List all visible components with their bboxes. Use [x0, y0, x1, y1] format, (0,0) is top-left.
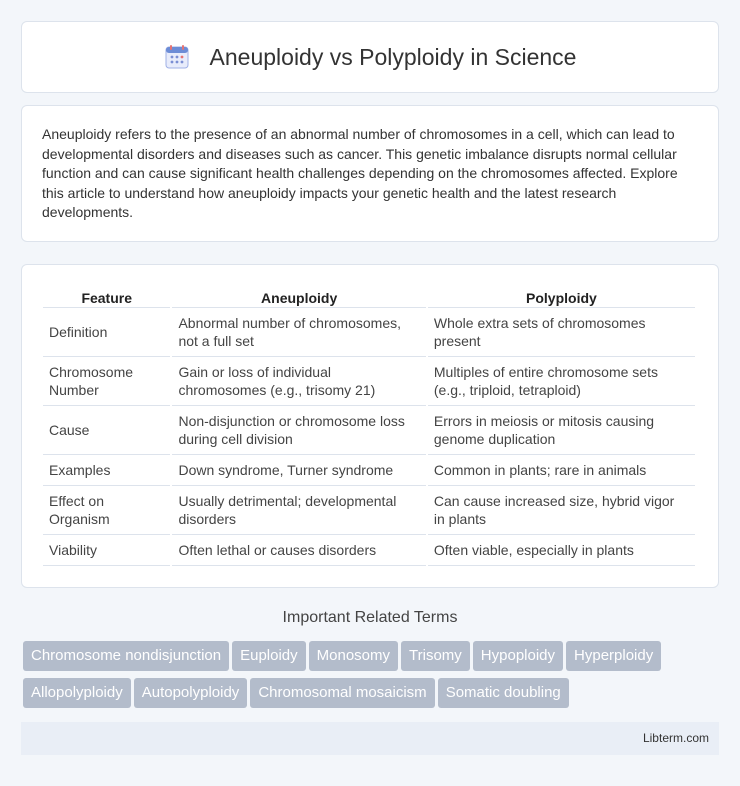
- footer-site-link[interactable]: Libterm.com: [642, 731, 709, 745]
- calendar-grid-icon: [164, 44, 190, 70]
- table-row: [43, 486, 695, 535]
- tag-hyperploidy[interactable]: Hyperploidy: [566, 641, 661, 671]
- footer: [21, 722, 719, 755]
- cell-feature: Cause: [43, 406, 170, 455]
- cell-polyploidy: Common in plants; rare in animals: [428, 455, 695, 486]
- cell-feature: Viability: [43, 535, 170, 566]
- tag-euploidy[interactable]: Euploidy: [232, 641, 306, 671]
- cell-polyploidy: Multiples of entire chromosome sets (e.g., triploid, tetraploid): [428, 357, 695, 406]
- tag-autopolyploidy[interactable]: Autopolyploidy: [134, 678, 248, 708]
- header-polyploidy: Polyploidy: [428, 285, 695, 308]
- tag-chromosome-nondisjunction[interactable]: Chromosome nondisjunction: [23, 641, 229, 671]
- cell-aneuploidy: Down syndrome, Turner syndrome: [172, 455, 425, 486]
- table-row: [43, 357, 695, 406]
- cell-polyploidy: Can cause increased size, hybrid vigor in plants: [428, 486, 695, 535]
- table-row: [43, 406, 695, 455]
- tag-allopolyploidy[interactable]: Allopolyploidy: [23, 678, 131, 708]
- intro-card: [21, 105, 719, 242]
- related-terms-title: Important Related Terms: [282, 609, 458, 626]
- cell-feature: Definition: [43, 308, 170, 357]
- cell-aneuploidy: Non-disjunction or chromosome loss during cell division: [172, 406, 425, 455]
- page-title: Aneuploidy vs Polyploidy in Science: [209, 43, 577, 70]
- cell-aneuploidy: Usually detrimental; developmental disorders: [172, 486, 425, 535]
- cell-polyploidy: Often viable, especially in plants: [428, 535, 695, 566]
- table-row: [43, 308, 695, 357]
- cell-polyploidy: Whole extra sets of chromosomes present: [428, 308, 695, 357]
- related-terms-list: [23, 641, 723, 715]
- cell-polyploidy: Errors in meiosis or mitosis causing genome duplication: [428, 406, 695, 455]
- cell-aneuploidy: Gain or loss of individual chromosomes (e.g., trisomy 21): [172, 357, 425, 406]
- comparison-table: [41, 285, 697, 566]
- tag-somatic-doubling[interactable]: Somatic doubling: [438, 678, 569, 708]
- tag-monosomy[interactable]: Monosomy: [309, 641, 398, 671]
- cell-feature: Examples: [43, 455, 170, 486]
- cell-feature: Chromosome Number: [43, 357, 170, 406]
- header-card: [21, 21, 719, 93]
- comparison-card: [21, 264, 719, 588]
- tag-chromosomal-mosaicism[interactable]: Chromosomal mosaicism: [250, 678, 434, 708]
- cell-aneuploidy: Often lethal or causes disorders: [172, 535, 425, 566]
- table-row: [43, 455, 695, 486]
- cell-feature: Effect on Organism: [43, 486, 170, 535]
- table-row: [43, 535, 695, 566]
- intro-text: Aneuploidy refers to the presence of an abnormal number of chromosomes in a cell, which can lead to developmental disorders and diseases such as cancer. This genetic imbalance disrupts normal cellular function and can cause significant health challenges depending on the chromosomes affected. Explore this article to understand how aneuploidy impacts your genetic health and the latest research developments.: [42, 126, 678, 221]
- header-feature: Feature: [43, 285, 170, 308]
- table-header-row: [43, 285, 695, 308]
- header-aneuploidy: Aneuploidy: [172, 285, 425, 308]
- cell-aneuploidy: Abnormal number of chromosomes, not a full set: [172, 308, 425, 357]
- tag-trisomy[interactable]: Trisomy: [401, 641, 470, 671]
- tag-hypoploidy[interactable]: Hypoploidy: [473, 641, 563, 671]
